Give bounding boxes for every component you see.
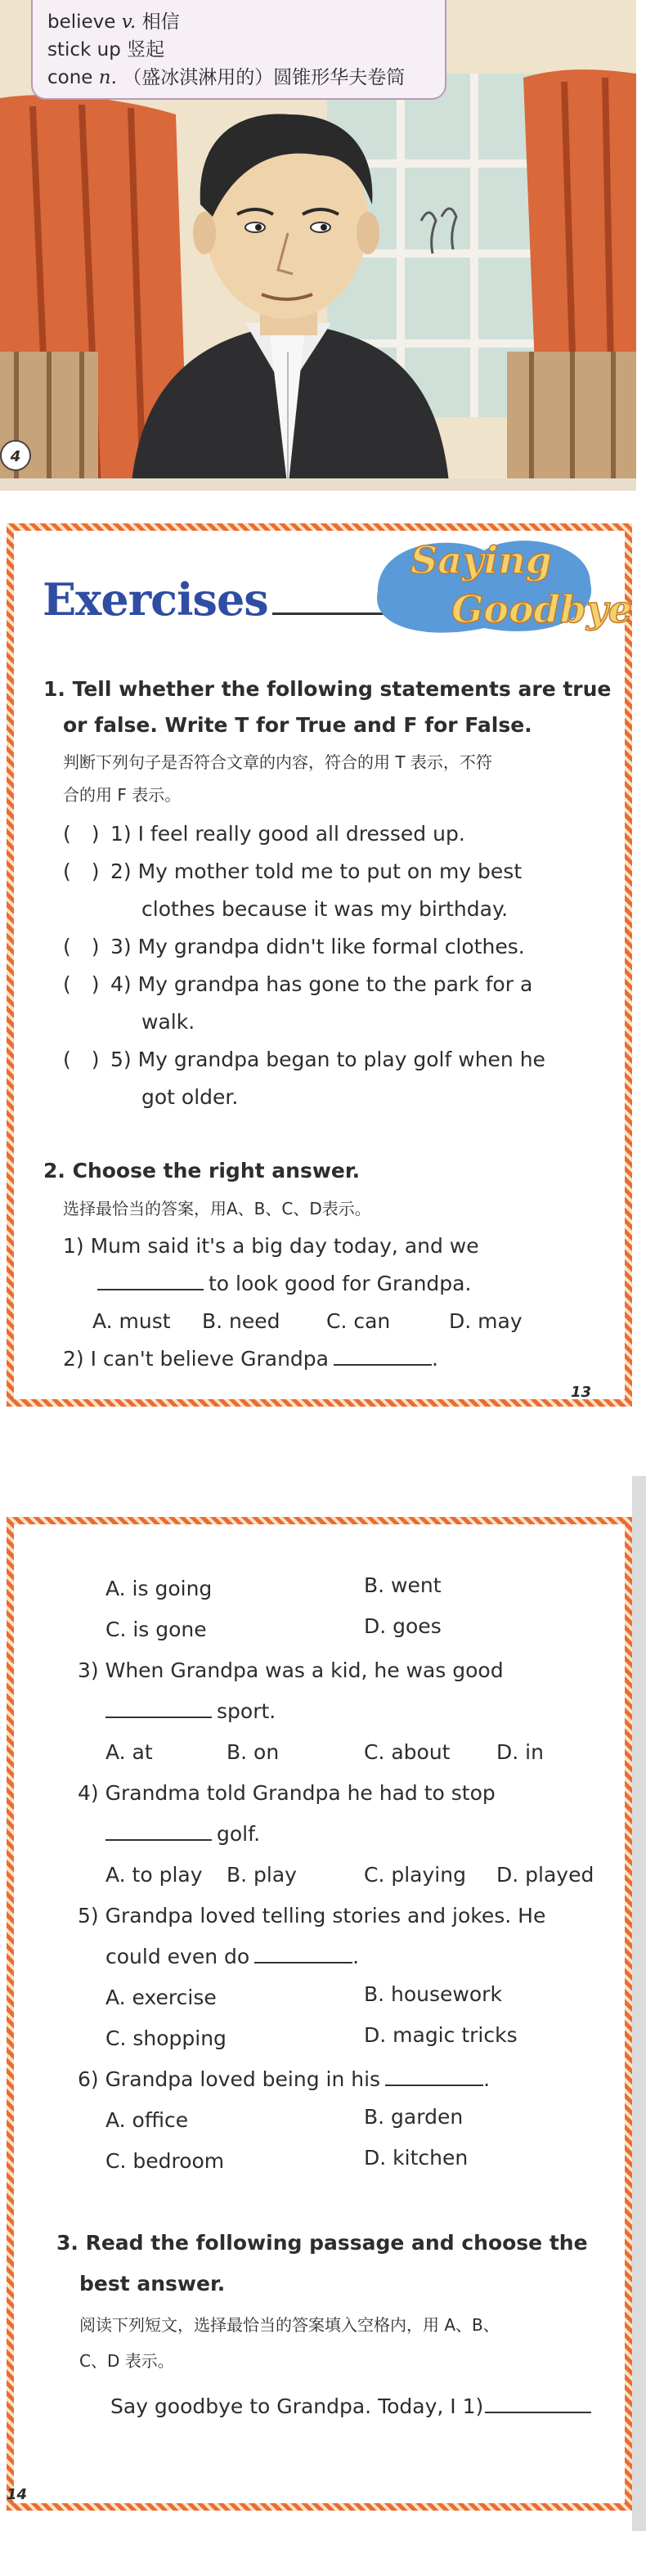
q4-option-b[interactable]: B. play — [227, 1863, 297, 1887]
q4-stem-cont-text: golf. — [217, 1822, 261, 1846]
q3-option-d[interactable]: D. in — [496, 1740, 544, 1764]
exercises-title: Exercises — [43, 573, 268, 626]
vocab-word: believe — [47, 11, 116, 33]
tf-bracket-2[interactable]: ( ) — [63, 859, 100, 883]
q2-option-c[interactable]: C. is gone — [105, 1618, 207, 1641]
tf-bracket-4[interactable]: ( ) — [63, 972, 100, 996]
exercise-frame-page-14 — [7, 1517, 632, 2511]
q3-option-a[interactable]: A. at — [105, 1740, 153, 1764]
section3-cn-line2: C、D 表示。 — [79, 2351, 174, 2371]
q1-option-b[interactable]: B. need — [202, 1309, 280, 1333]
saying-goodbye-logo — [353, 526, 632, 640]
q4-answer-blank[interactable] — [105, 1821, 212, 1841]
q2-option-b[interactable]: B. went — [364, 1573, 442, 1597]
passage-blank-1[interactable] — [485, 2394, 591, 2413]
q2-answer-blank[interactable] — [334, 1346, 432, 1366]
vocab-line-cone — [47, 64, 430, 92]
tf-bracket-5[interactable]: ( ) — [63, 1048, 100, 1071]
q6-stem — [78, 2066, 490, 2094]
vocab-pos: v. — [121, 11, 137, 33]
page-number-14: 14 — [7, 2486, 28, 2503]
tf-statement-5-cont: got older. — [141, 1085, 239, 1109]
q1-stem-cont — [92, 1270, 471, 1298]
vocab-meaning: 竖起 — [127, 39, 165, 61]
q6-option-d[interactable]: D. kitchen — [364, 2146, 469, 2170]
q5-option-b[interactable]: B. housework — [364, 1982, 502, 2006]
tf-statement-4: 4) My grandpa has gone to the park for a — [110, 972, 533, 996]
tf-bracket-1[interactable]: ( ) — [63, 822, 100, 846]
q3-option-c[interactable]: C. about — [364, 1740, 451, 1764]
tf-statement-5: 5) My grandpa began to play golf when he — [110, 1048, 545, 1071]
tf-bracket-3[interactable]: ( ) — [63, 935, 100, 958]
q2-option-d[interactable]: D. goes — [364, 1614, 442, 1638]
adjacent-page-edge — [632, 1476, 646, 2531]
vocab-meaning: （盛冰淇淋用的）圆锥形华夫卷筒 — [123, 67, 406, 88]
vocabulary-box — [31, 0, 446, 100]
q6-option-c[interactable]: C. bedroom — [105, 2149, 225, 2173]
q4-stem-cont — [105, 1820, 260, 1848]
logo-goodbye: Goodbye — [451, 587, 632, 631]
q4-stem: 4) Grandma told Grandpa he had to stop — [78, 1781, 496, 1805]
q6-answer-blank[interactable] — [385, 2067, 483, 2086]
q5-option-c[interactable]: C. shopping — [105, 2026, 227, 2050]
q5-stem-end: . — [352, 1945, 360, 1968]
q5-option-d[interactable]: D. magic tricks — [364, 2023, 518, 2047]
vocab-word: cone — [47, 67, 93, 88]
section3-title-line2: best answer. — [79, 2272, 226, 2296]
q2-stem-text: 2) I can't believe Grandpa — [63, 1347, 329, 1371]
vocab-pos: n. — [98, 67, 117, 88]
section3-title-line1: 3. Read the following passage and choose the — [56, 2231, 588, 2255]
story-illustration — [0, 0, 636, 491]
exercise-frame-page-13 — [7, 523, 632, 1407]
vocab-line-believe — [47, 8, 430, 36]
tf-statement-2-cont: clothes because it was my birthday. — [141, 897, 509, 921]
q6-option-a[interactable]: A. office — [105, 2108, 189, 2132]
q6-option-b[interactable]: B. garden — [364, 2105, 464, 2129]
vocab-word: stick up — [47, 39, 121, 61]
section1-title-line1: 1. Tell whether the following statements are true — [43, 677, 612, 701]
tf-statement-2: 2) My mother told me to put on my best — [110, 859, 523, 883]
q1-stem: 1) Mum said it's a big day today, and we — [63, 1234, 479, 1258]
passage-first-line — [110, 2393, 596, 2421]
q6-stem-end: . — [483, 2067, 491, 2091]
page-number-13: 13 — [571, 1384, 592, 1401]
q1-option-d[interactable]: D. may — [449, 1309, 523, 1333]
q1-answer-blank[interactable] — [97, 1271, 204, 1290]
logo-saying: Saying — [410, 538, 552, 582]
q3-stem: 3) When Grandpa was a kid, he was good — [78, 1658, 504, 1682]
q1-option-a[interactable]: A. must — [92, 1309, 171, 1333]
q3-option-b[interactable]: B. on — [227, 1740, 280, 1764]
q2-stem — [63, 1345, 438, 1373]
passage-text: Say goodbye to Grandpa. Today, I 1) — [110, 2394, 484, 2418]
tf-statement-4-cont: walk. — [141, 1010, 195, 1034]
q5-option-a[interactable]: A. exercise — [105, 1986, 217, 2009]
section2-cn: 选择最恰当的答案，用A、B、C、D表示。 — [63, 1199, 371, 1218]
vocab-line-stick-up — [47, 36, 430, 64]
tf-statement-1: 1) I feel really good all dressed up. — [110, 822, 465, 846]
q1-stem-cont-text: to look good for Grandpa. — [209, 1272, 472, 1295]
q3-answer-blank[interactable] — [105, 1699, 212, 1718]
q2-option-a[interactable]: A. is going — [105, 1577, 213, 1600]
section3-cn-line1: 阅读下列短文，选择最恰当的答案填入空格内，用 A、B、 — [79, 2315, 500, 2335]
q4-option-d[interactable]: D. played — [496, 1863, 594, 1887]
q4-option-c[interactable]: C. playing — [364, 1863, 466, 1887]
section1-cn-line1: 判断下列句子是否符合文章的内容，符合的用 T 表示，不符 — [63, 752, 492, 772]
q5-stem: 5) Grandpa loved telling stories and jokes. He — [78, 1904, 546, 1928]
section1-title-line2: or false. Write T for True and F for False. — [63, 713, 532, 737]
q5-stem-cont-text: could even do — [105, 1945, 250, 1968]
q4-option-a[interactable]: A. to play — [105, 1863, 203, 1887]
tf-statement-3: 3) My grandpa didn't like formal clothes. — [110, 935, 525, 958]
q6-stem-text: 6) Grandpa loved being in his — [78, 2067, 381, 2091]
q1-option-c[interactable]: C. can — [326, 1309, 391, 1333]
q5-stem-cont — [105, 1943, 359, 1971]
q3-stem-cont-text: sport. — [217, 1699, 276, 1723]
section2-title: 2. Choose the right answer. — [43, 1159, 361, 1183]
q3-stem-cont — [105, 1698, 276, 1726]
page-number-badge: 4 — [0, 440, 31, 471]
q5-answer-blank[interactable] — [254, 1944, 352, 1963]
section1-cn-line2: 合的用 F 表示。 — [63, 785, 182, 805]
vocab-meaning: 相信 — [141, 11, 180, 33]
q2-stem-end: . — [431, 1347, 438, 1371]
